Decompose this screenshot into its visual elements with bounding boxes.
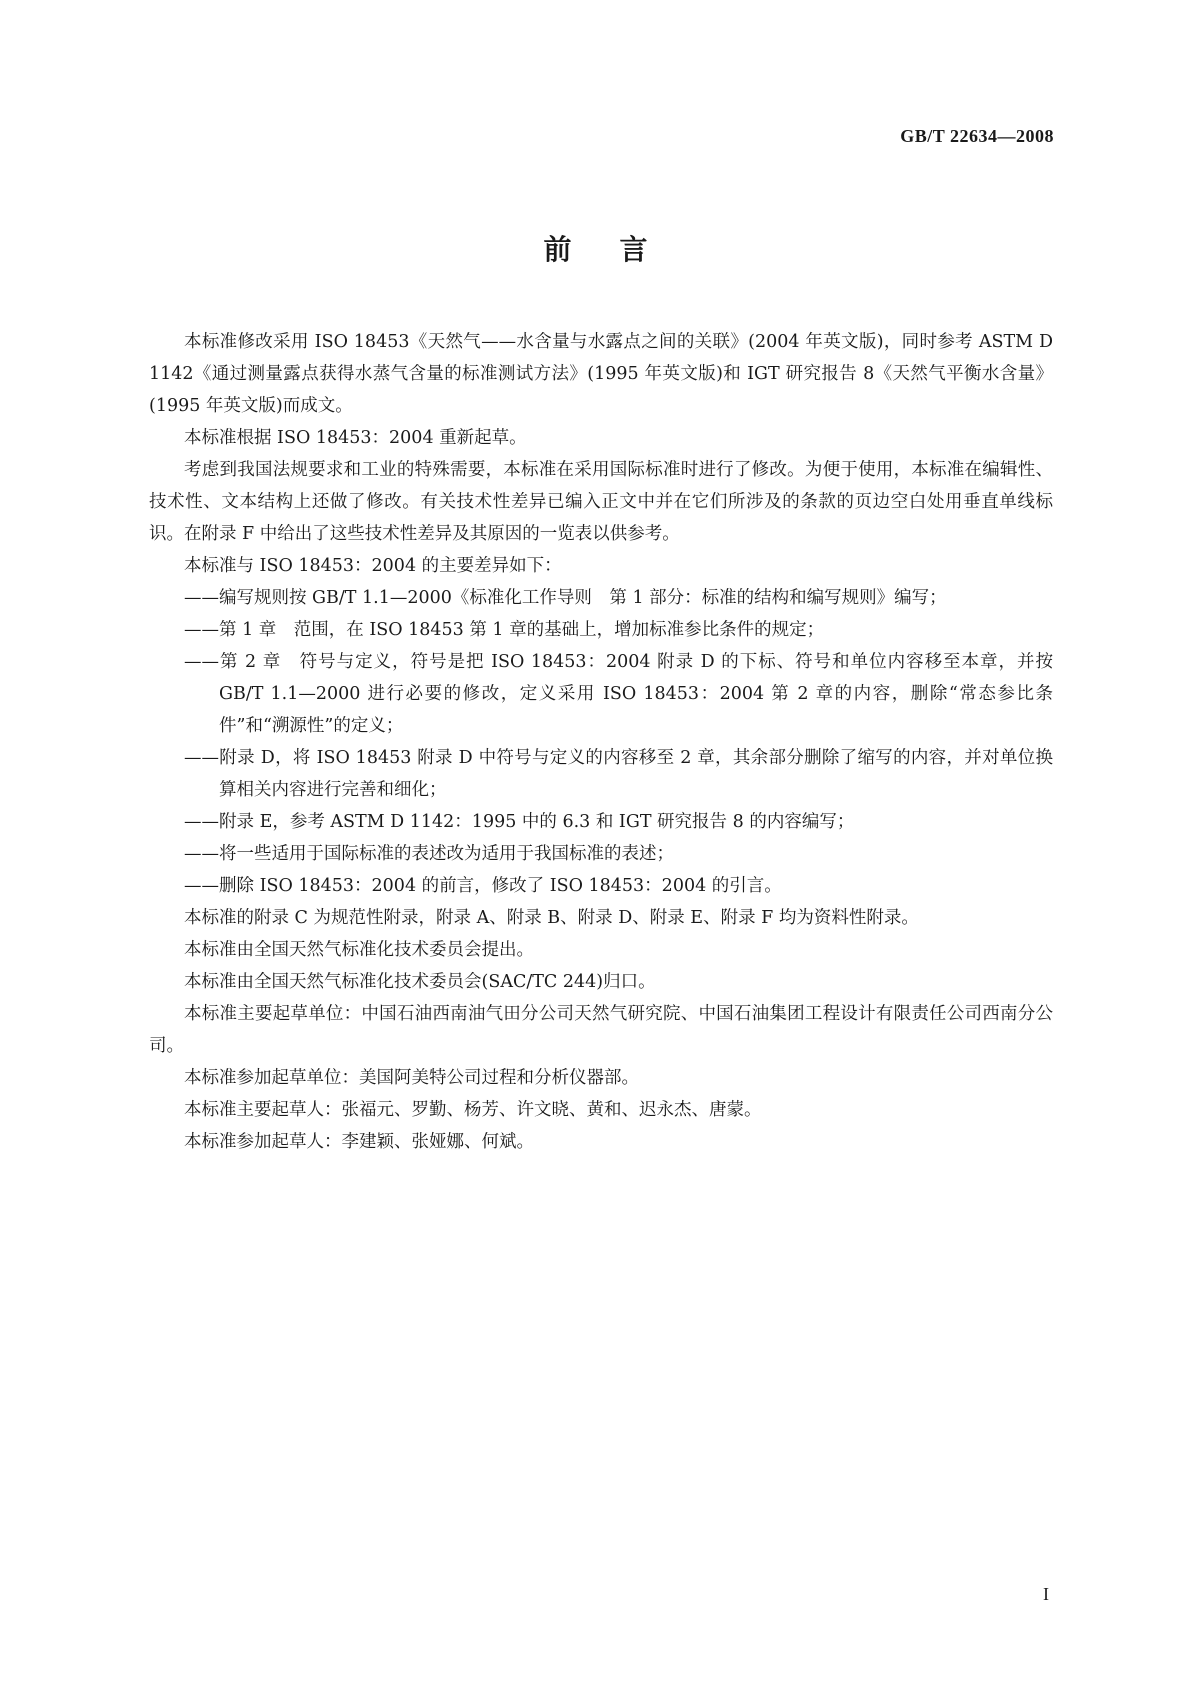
paragraph-main-drafting-units: 本标准主要起草单位：中国石油西南油气田分公司天然气研究院、中国石油集团工程设计有限责任公司西南分公司。 — [149, 1004, 1053, 1056]
paragraph-differences-intro: 本标准与 ISO 18453：2004 的主要差异如下： — [184, 556, 562, 576]
differences-list — [149, 582, 1053, 902]
paragraph-centralized-by: 本标准由全国天然气标准化技术委员会(SAC/TC 244)归口。 — [184, 972, 656, 992]
page-title: 前言 — [543, 233, 696, 266]
paragraph-annexes: 本标准的附录 C 为规范性附录，附录 A、附录 B、附录 D、附录 E、附录 F 均为资料性附录。 — [184, 908, 919, 928]
foreword-body — [149, 326, 1053, 1158]
paragraph-participating-units: 本标准参加起草单位：美国阿美特公司过程和分析仪器部。 — [184, 1068, 639, 1088]
difference-item: ——第 1 章 范围，在 ISO 18453 第 1 章的基础上，增加标准参比条件的规定； — [184, 620, 825, 640]
paragraph-modifications: 考虑到我国法规要求和工业的特殊需要，本标准在采用国际标准时进行了修改。为便于使用，本标准在编辑性、技术性、文本结构上还做了修改。有关技术性差异已编入正文中并在它们所涉及的条款的页边空白处用垂直单线标识。在附录 F 中给出了这些技术性差异及其原因的一览表以供参考。 — [149, 460, 1053, 544]
paragraph-redrafted: 本标准根据 ISO 18453：2004 重新起草。 — [184, 428, 527, 448]
difference-item: ——将一些适用于国际标准的表述改为适用于我国标准的表述； — [184, 844, 674, 864]
paragraph-participating-drafters: 本标准参加起草人：李建颖、张娅娜、何斌。 — [184, 1132, 534, 1152]
difference-item: ——编写规则按 GB/T 1.1—2000《标准化工作导则 第 1 部分：标准的结构和编写规则》编写； — [184, 588, 947, 608]
paragraph-proposed-by: 本标准由全国天然气标准化技术委员会提出。 — [184, 940, 534, 960]
difference-item: ——删除 ISO 18453：2004 的前言，修改了 ISO 18453：2004 的引言。 — [184, 876, 782, 896]
paragraph-adoption: 本标准修改采用 ISO 18453《天然气——水含量与水露点之间的关联》(2004 年英文版)，同时参考 ASTM D 1142《通过测量露点获得水蒸气含量的标准测试方法》(1995 年英文版)和 IGT 研究报告 8《天然气平衡水含量》(1995 年英文版)而成文。 — [149, 332, 1053, 416]
difference-item: ——附录 D，将 ISO 18453 附录 D 中符号与定义的内容移至 2 章，其余部分删除了缩写的内容，并对单位换算相关内容进行完善和细化； — [184, 748, 1053, 800]
paragraph-main-drafters: 本标准主要起草人：张福元、罗勤、杨芳、许文晓、黄和、迟永杰、唐蒙。 — [184, 1100, 762, 1120]
standard-number: GB/T 22634—2008 — [900, 126, 1054, 146]
difference-item: ——附录 E，参考 ASTM D 1142：1995 中的 6.3 和 IGT 研究报告 8 的内容编写； — [184, 812, 855, 832]
page-number: I — [1043, 1584, 1049, 1604]
difference-item: ——第 2 章 符号与定义，符号是把 ISO 18453：2004 附录 D 的下标、符号和单位内容移至本章，并按 GB/T 1.1—2000 进行必要的修改，定义采用 ISO 18453：2004 第 2 章的内容，删除“常态参比条件”和“溯源性”的定义； — [184, 652, 1053, 736]
